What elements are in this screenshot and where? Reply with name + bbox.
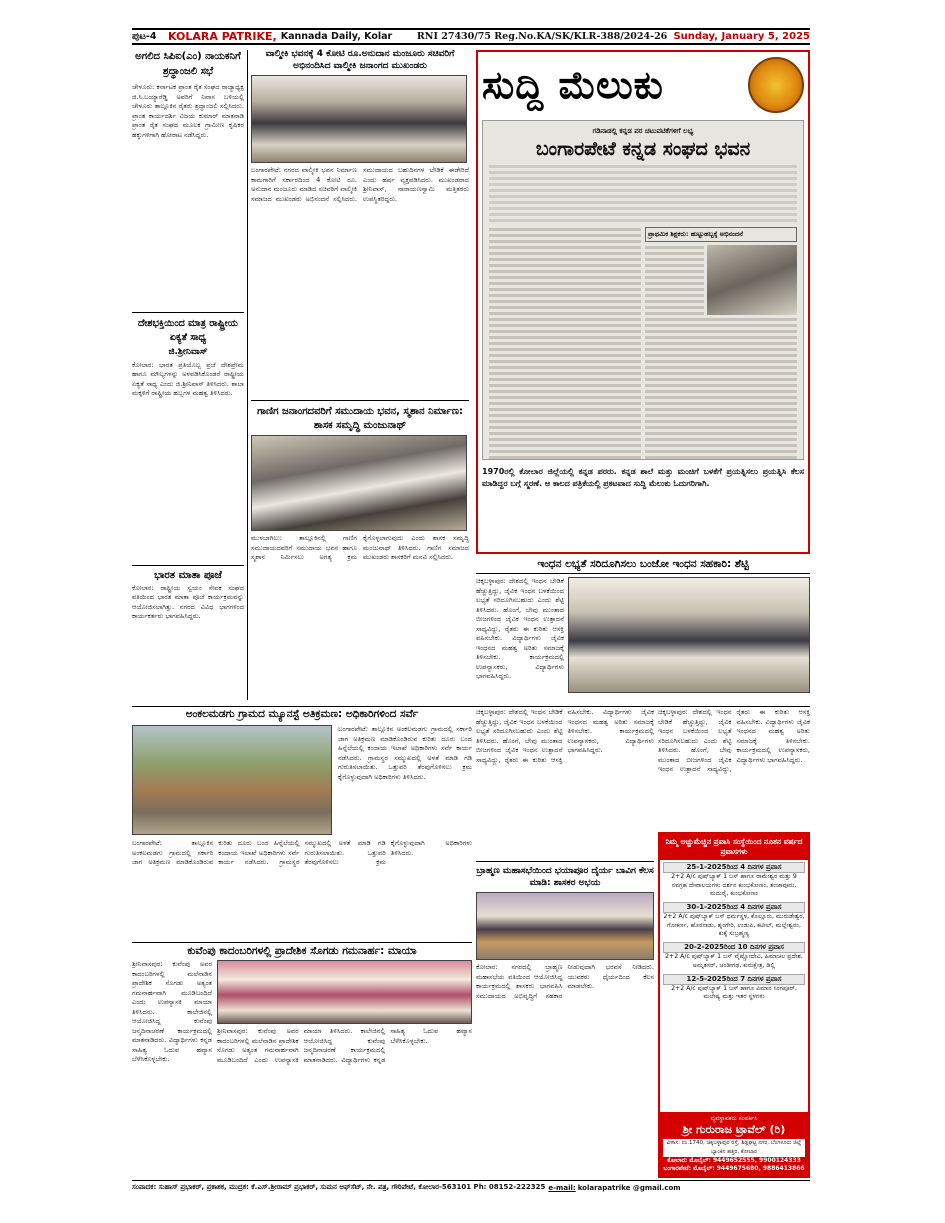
- travel-org-label: ವ್ಯವಸ್ಥಾಪಕರು ಸಂಪರ್ಕಿಸಿ: [710, 1115, 758, 1122]
- emblem-logo: [748, 57, 804, 113]
- middle-lower-body-top: ಚಿಕ್ಕಬಳ್ಳಾಪುರ: ದೇಶದಲ್ಲಿ ಇಂಧನ ಬೇಡಿಕೆ ಹೆಚ್ಚುತ್ತಿದ್ದು, ಜೈವಿಕ ಇಂಧನ ಬಳಕೆಯಿಂದ ಲಭ್ಯತೆ ಸರಿದೂಗಿಸಬಹುದು ಎಂದು ಶೆಟ್ಟಿ ತಿಳಿಸಿದರು. ಹೊಂಗೆ, ಬೇವು ಮುಂತಾದ ಬೀಜಗಳಿಂದ ಜೈವಿಕ ಇಂಧನ ಉತ್ಪಾದನೆ ಸಾಧ್ಯವಿದ್ದು, ರೈತರು ಈ ಕುರಿತು ಆಸಕ್ತಿ ವಹಿಸಬೇಕು. ವಿದ್ಯಾರ್ಥಿಗಳು ಜೈವಿಕ ಇಂಧನದ ಮಹತ್ವ ಅರಿತು ಸಮಾಜಕ್ಕೆ ತಿಳಿಸಬೇಕು. ಕಾರ್ಯಕ್ರಮದಲ್ಲಿ ಉಪನ್ಯಾಸಕರು, ವಿದ್ಯಾರ್ಥಿಗಳು ಭಾಗವಹಿಸಿದ್ದರು.: [476, 708, 654, 764]
- travel-date-1: 30-1-2025ರಿಂದ 4 ದಿನಗಳ ಪ್ರವಾಸ: [663, 902, 805, 913]
- kuvempu-story: [132, 942, 472, 1178]
- footer-imprint: ಸಂಪಾದಕ: ಸುಹಾಸ್ ಪ್ರಭಾಕರ್, ಪ್ರಕಾಶಕ, ಮುದ್ರಕ: ಕೆ.ಎಸ್.ಶ್ರೀರಾಮ್ ಪ್ರಭಾಕರ್, ಸುಮನ ಆಫ್‌ಸೆಟ್, ನೇ. ಪತ್ರ, ಗೌರಿಪೇಟೆ, ಕೋಲಾರ-563101 Ph: 08152-222325: [132, 1183, 546, 1191]
- clip-subhead: ಪ್ರಾಥಮಿಕ ಶಿಕ್ಷಕರು: ಹುಟ್ಟುಹಬ್ಬಕ್ಕೆ ಅಭಿನಂದನೆ: [645, 227, 797, 242]
- travel-date-0: 25-1-2025ರಿಂದ 4 ದಿನಗಳ ಪ್ರವಾಸ: [663, 862, 805, 873]
- ankalamadagu-story: [132, 708, 472, 938]
- story1-title: ಅಗಲಿದ ಸಿಪಿಐ(ಎಂ) ನಾಯಕನಿಗೆ ಶ್ರದ್ಧಾಂಜಲಿ ಸಭೆ: [135, 51, 241, 77]
- travel-ad-row-1: [660, 900, 808, 940]
- story2-title: ದೇಶಭಕ್ತಿಯಿಂದ ಮಾತ್ರ ರಾಷ್ಟ್ರೀಯ ಏಕ್ಯತೆ ಸಾಧ್ಯ: [138, 318, 238, 343]
- travel-detail-0: 2+2 A/c ಪುಷ್‌ಬ್ಯಾಕ್ 1 ಬಸ್ ಹಾಗೂ ರಾಮೇಶ್ವರ ಮತ್ತು 9 ನವಗ್ರಹ ದೇವಾಲಯಗಳು ದರ್ಶನ ಕುಂಭಕೋಣಂ, ತಂಜಾವೂರು, ಮದುರೈ, ಕುಂಭಕೋಣಂ: [671, 873, 797, 897]
- story3-title: ಭಾರತ ಮಾತಾ ಪೂಜೆ: [154, 569, 222, 581]
- story2-body: ಕೋಲಾರ: ಭಾರತ ಪ್ರತಿಯೊಬ್ಬ ಪ್ರಜೆ ದೇಶಪ್ರೇಮ ಹಾಗೂ ಮೌಲ್ಯಗಳನ್ನು ಅಳವಡಿಸಿಕೊಂಡರೆ ರಾಷ್ಟ್ರೀಯ ಏಕ್ಯತೆ ಸಾಧ್ಯ ಎಂದು ಜಿ.ಶ್ರೀನಿವಾಸ್ ತಿಳಿಸಿದರು. ಶಾಲಾ ಮಕ್ಕಳಿಗೆ ರಾಷ್ಟ್ರೀಯ ಹಬ್ಬಗಳ ಮಹತ್ವ ತಿಳಿಸಿದರು.: [132, 360, 244, 398]
- col1: [132, 50, 244, 705]
- footer: [132, 1180, 810, 1194]
- page-number: ಪುಟ-4: [132, 31, 157, 42]
- travel-branch: ಬ್ಯಾಂಕಿನ ಹತ್ತಿರ, ಕೋಲಾರ: [663, 1148, 805, 1157]
- paper-name: KOLARA PATRIKE,: [168, 30, 277, 43]
- issue-date: Sunday, January 5, 2025: [673, 31, 810, 42]
- travel-detail-3: 2+2 A/c ಪುಷ್‌ಬ್ಯಾಕ್ 1 ಬಸ್ ಹಾಗೂ ವಿಮಾನ ಸಿಂಗಪೂರ್, ಮಲೇಷ್ಯ ಮತ್ತು ಇತರ ಸ್ಥಳಗಳು: [671, 985, 797, 1001]
- travel-org-block: [660, 1112, 808, 1176]
- clip-headline: ಬಂಗಾರಪೇಟೆ ಕನ್ನಡ ಸಂಘದ ಭವನ: [535, 138, 751, 160]
- brahmin-body: ಕೋಲಾರ: ನಗರದಲ್ಲಿ ಬ್ರಾಹ್ಮಣ ಮಹಾಸಭೆಯ ವತಿಯಿಂದ ಆಯೋಜಿಸಿದ್ದ ಕಾರ್ಯಕ್ರಮದಲ್ಲಿ ಶಾಸಕರು ಭಾಗವಹಿಸಿ ಸಮುದಾಯದ ಅಭಿವೃದ್ಧಿಗೆ ಸಹಕಾರ ನೀಡುವುದಾಗಿ ಭರವಸೆ ನೀಡಿದರು. ಯುವಕರು ಧೈರ್ಯದಿಂದ ಕೆಲಸ ಮಾಡಬೇಕು.: [476, 963, 654, 1000]
- right-lower-body: ಚಿಕ್ಕಬಳ್ಳಾಪುರ: ದೇಶದಲ್ಲಿ ಇಂಧನ ಬೇಡಿಕೆ ಹೆಚ್ಚುತ್ತಿದ್ದು, ಜೈವಿಕ ಇಂಧನ ಬಳಕೆಯಿಂದ ಲಭ್ಯತೆ ಸರಿದೂಗಿಸಬಹುದು ಎಂದು ಶೆಟ್ಟಿ ತಿಳಿಸಿದರು. ಹೊಂಗೆ, ಬೇವು ಮುಂತಾದ ಬೀಜಗಳಿಂದ ಜೈವಿಕ ಇಂಧನ ಉತ್ಪಾದನೆ ಸಾಧ್ಯವಿದ್ದು, ರೈತರು ಈ ಕುರಿತು ಆಸಕ್ತಿ ವಹಿಸಬೇಕು. ವಿದ್ಯಾರ್ಥಿಗಳು ಜೈವಿಕ ಇಂಧನದ ಮಹತ್ವ ಅರಿತು ಸಮಾಜಕ್ಕೆ ತಿಳಿಸಬೇಕು. ಕಾರ್ಯಕ್ರಮದಲ್ಲಿ ಉಪನ್ಯಾಸಕರು, ವಿದ್ಯಾರ್ಥಿಗಳು ಭಾಗವಹಿಸಿದ್ದರು.: [658, 708, 810, 774]
- travel-address: ವಿಳಾಸ: ನಂ.1740, ಚಿಕ್ಕಬಳ್ಳಾಪುರ ರಸ್ತೆ, ಶಿಡ್ಲಘಟ್ಟ ನಗರ, ಬೆಂಗಳೂರು ಜಿಲ್ಲೆ: [663, 1139, 805, 1148]
- kuvempu-photo: [217, 960, 472, 1024]
- travel-date-2: 20-2-2025ರಿಂದ 10 ದಿನಗಳ ಪ್ರವಾಸ: [663, 942, 805, 953]
- energy-title: ಇಂಧನ ಲಭ್ಯತೆ ಸರಿದೂಗಿಸಲು ಬಂಜೋ ಇಂಧನ ಸಹಕಾರಿ: ಶೆಟ್ಟಿ: [476, 558, 810, 574]
- suddi-meluku-title: ಸುದ್ದಿ ಮೆಲುಕು: [482, 62, 664, 107]
- travel-detail-2: 2+2 A/c ಪುಷ್‌ಬ್ಯಾಕ್ 1 ಬಸ್ ವೈಷ್ಣೋದೇವಿ, ಹಿಮಾಚಲ ಪ್ರದೇಶ, ಅಮೃತಸರ್, ಚಂಡೀಗಢ, ಕುರುಕ್ಷೇತ್ರ, ಡಿಲ್ಲಿ: [665, 953, 803, 969]
- travel-ad: [658, 832, 810, 1178]
- travel-detail-1: 2+2 A/c ಪುಷ್‌ಬ್ಯಾಕ್ ಬಸ್ ಧರ್ಮಸ್ಥಳ, ಕೊಲ್ಲೂರು, ಮುರುಡೇಶ್ವರ, ಗೋಕರ್ಣ, ಹೊರನಾಡು, ಶೃಂಗೇರಿ, ಉಡುಪಿ, ಕಟೀಲ್, ಮಲ್ಲೇಶ್ವರಂ, ಕುಕ್ಕೆ ಸುಬ್ರಹ್ಮಣ್ಯ: [663, 913, 805, 938]
- footer-email[interactable]: kolarapatrike @gmail.com: [577, 1183, 681, 1192]
- masthead: [132, 28, 810, 45]
- column-divider: [247, 50, 248, 700]
- story1-body: ಚೇಳೂರು: ಕರ್ನಾಟಕ ಪ್ರಾಂತ ರೈತ ಸಂಘದ ರಾಜ್ಯಾಧ್ಯಕ್ಷ ಜಿ.ಸಿ.ಬಯ್ಯಾರೆಡ್ಡಿ ಅವರಿಗೆ ನಿವಾಸ ಬಳಿಯಲ್ಲಿ ಚೇಳೂರು ತಾಲ್ಲೂಕಿನ ರೈತರು ಶ್ರದ್ಧಾಂಜಲಿ ಸಲ್ಲಿಸಿದರು. ಪ್ರಾಂತ ಕಾರ್ಯದರ್ಶಿ ವಿಜಯ ಕುಮಾರ್ ಮಾತನಾಡಿ ಪ್ರಾಂತ ರೈತ ಸಂಘದ ಮೂಲಕ ಗ್ರಾಮೀಣ ಕೃಷಿಕರ ಹಕ್ಕುಗಳಿಗಾಗಿ ಹೋರಾಟ ನಡೆಸಿದ್ದರು.: [132, 83, 244, 139]
- travel-org-name: ಶ್ರೀ ಗುರುರಾಜ ಟ್ರಾವೆಲ್ (ರಿ): [682, 1123, 786, 1136]
- middle-lower: [476, 708, 654, 1178]
- energy-body-left: ಚಿಕ್ಕಬಳ್ಳಾಪುರ: ದೇಶದಲ್ಲಿ ಇಂಧನ ಬೇಡಿಕೆ ಹೆಚ್ಚುತ್ತಿದ್ದು, ಜೈವಿಕ ಇಂಧನ ಬಳಕೆಯಿಂದ ಲಭ್ಯತೆ ಸರಿದೂಗಿಸಬಹುದು ಎಂದು ಶೆಟ್ಟಿ ತಿಳಿಸಿದರು. ಹೊಂಗೆ, ಬೇವು ಮುಂತಾದ ಬೀಜಗಳಿಂದ ಜೈವಿಕ ಇಂಧನ ಉತ್ಪಾದನೆ ಸಾಧ್ಯವಿದ್ದು, ರೈತರು ಈ ಕುರಿತು ಆಸಕ್ತಿ ವಹಿಸಬೇಕು. ವಿದ್ಯಾರ್ಥಿಗಳು ಜೈವಿಕ ಇಂಧನದ ಮಹತ್ವ ಅರಿತು ಸಮಾಜಕ್ಕೆ ತಿಳಿಸಬೇಕು. ಕಾರ್ಯಕ್ರಮದಲ್ಲಿ ಉಪನ್ಯಾಸಕರು, ವಿದ್ಯಾರ್ಥಿಗಳು ಭಾಗವಹಿಸಿದ್ದರು.: [476, 577, 564, 681]
- energy-story: [476, 558, 810, 706]
- travel-phone-2: ಬಂಗಾರಪೇಟೆ: ಮೊಬೈಲ್: 9449675680, 9886413866: [663, 1165, 805, 1172]
- kuvempu-body: ಶ್ರೀನಿವಾಸಪುರ: ಕುವೆಂಪು ಅವರ ಕಾದಂಬರಿಗಳಲ್ಲಿ ಮಲೆನಾಡಿನ ಪ್ರಾದೇಶಿಕ ಸೊಗಡು ಅತ್ಯಂತ ಗಮನಾರ್ಹವಾಗಿ ಮೂಡಿಬಂದಿದೆ ಎಂದು ಉಪನ್ಯಾಸಕಿ ಮಾಯಾ ತಿಳಿಸಿದರು. ಕಾಲೇಜಿನಲ್ಲಿ ಆಯೋಜಿಸಿದ್ದ ಕುವೆಂಪು ಜನ್ಮದಿನಾಚರಣೆ ಕಾರ್ಯಕ್ರಮದಲ್ಲಿ ಮಾತನಾಡಿದರು. ವಿದ್ಯಾರ್ಥಿಗಳು ಕನ್ನಡ ಸಾಹಿತ್ಯ ಓದುವ ಹವ್ಯಾಸ ಬೆಳೆಸಿಕೊಳ್ಳಬೇಕು.: [217, 1027, 472, 1064]
- col2-story1-body: ಬಂಗಾರಪೇಟೆ: ನಗರದ ವಾಲ್ಮೀಕಿ ಭವನ ನಿರ್ಮಾಣ ಕಾಮಗಾರಿಗೆ ಸರ್ಕಾರದಿಂದ 4 ಕೋಟಿ ರೂ. ಅನುದಾನ ಮಂಜೂರು ಮಾಡಿದ ಸಚಿವರಿಗೆ ವಾಲ್ಮೀಕಿ ಸಮಾಜದ ಮುಖಂಡರು ಅಭಿನಂದನೆ ಸಲ್ಲಿಸಿದರು. ಸಮುದಾಯದ ಬಹುದಿನಗಳ ಬೇಡಿಕೆ ಈಡೇರಿದೆ ಎಂದು ಹರ್ಷ ವ್ಯಕ್ತಪಡಿಸಿದರು. ಮುಖಂಡರಾದ ಶ್ರೀನಿವಾಸ್, ನಾರಾಯಣಸ್ವಾಮಿ ಮತ್ತಿತರರು ಉಪಸ್ಥಿತರಿದ್ದರು.: [251, 166, 469, 203]
- brahmin-photo: [476, 892, 654, 960]
- footer-email-label: e-mail:: [548, 1183, 576, 1192]
- suddi-meluku-box: [476, 50, 810, 554]
- energy-photo: [568, 577, 810, 693]
- travel-ad-row-2: [660, 940, 808, 972]
- ganiga-photo: [251, 435, 467, 531]
- col2-story1-title: ವಾಲ್ಮೀಕಿ ಭವನಕ್ಕೆ 4 ಕೋಟಿ ರೂ.ಅನುದಾನ ಮಂಜೂರು ಸಚಿವರಿಗೆ ಅಭಿನಂದಿಸಿದ ವಾಲ್ಮೀಕಿ ಜನಾಂಗದ ಮುಖಂಡರು: [265, 49, 455, 72]
- paper-tagline: Kannada Daily, Kolar: [280, 31, 393, 42]
- kuvempu-title: ಕುವೆಂಪು ಕಾದಂಬರಿಗಳಲ್ಲಿ ಪ್ರಾದೇಶಿಕ ಸೊಗಡು ಗಮನಾರ್ಹ: ಮಾಯಾ: [187, 945, 417, 957]
- story2-byline: ಜಿ.ಶ್ರೀನಿವಾಸ್: [168, 346, 208, 357]
- brahmin-title: ಬ್ರಾಹ್ಮಣ ಮಹಾಸಭೆಯಿಂದ ಭಯಾಪೂರ ದೈರ್ಯ ಬಾವಿಗ ಕೆಲಸ ಮಾಡಿ: ಶಾಸಕರ ಅಭಯ: [476, 866, 654, 889]
- registration: RNI 27430/75 Reg.No.KA/SK/KLR-388/2024-26: [416, 31, 668, 42]
- story3-body: ಕೋಲಾರ: ರಾಷ್ಟ್ರೀಯ ಸ್ವಯಂ ಸೇವಕ ಸಂಘದ ವತಿಯಿಂದ ಭಾರತ ಮಾತಾ ಪೂಜೆ ಕಾರ್ಯಕ್ರಮವನ್ನು ಆಯೋಜಿಸಲಾಗಿತ್ತು. ನಗರದ ವಿವಿಧ ಭಾಗಗಳಿಂದ ಕಾರ್ಯಕರ್ತರು ಭಾಗವಹಿಸಿದ್ದರು.: [132, 583, 244, 621]
- suddi-caption: 1970ರಲ್ಲಿ ಕೋಲಾರ ಜಿಲ್ಲೆಯಲ್ಲಿ ಕನ್ನಡ ಪರರು. ಕನ್ನಡ ಶಾಲೆ ಮತ್ತು ಮಂಚಿಗೆ ಬಳಕೆಗೆ ಪ್ರಯತ್ನಿಸಲು ಪ್ರಯತ್ನಿಸಿ ಕೆಲಸ ಮಾಡಿದ್ದರ ಬಗ್ಗೆ ಸ್ಮರಣೆ. ಆ ಕಾಲದ ಪತ್ರಿಕೆಯಲ್ಲಿ ಪ್ರಕಟವಾದ ಸುದ್ದಿ ಮೆಲುಕು ಓದುಗರಿಗಾಗಿ.: [482, 467, 804, 488]
- travel-ad-header: ನಿಮ್ಮ ಅಚ್ಚುಮೆಚ್ಚಿನ ಪ್ರವಾಸಿ ಸಂಸ್ಥೆಯಿಂದ ನೂತನ ವರ್ಷದ ಪ್ರವಾಸಗಳು: [660, 834, 808, 860]
- horizontal-divider: [132, 706, 810, 707]
- valmiki-photo: [251, 75, 467, 163]
- travel-date-3: 12-5-2025ರಿಂದ 7 ದಿನಗಳ ಪ್ರವಾಸ: [663, 974, 805, 985]
- travel-phone-1: ಕೋಲಾರ: ಮೊಬೈಲ್: 9449652555, 9900124333: [667, 1157, 801, 1164]
- newspaper-clipping: [482, 120, 804, 460]
- right-lower-text: [658, 708, 810, 828]
- ankalamadagu-title: ಅಂಕಲಮಡಗು ಗ್ರಾಮದ ಮ್ಯೂನಸ್ಟೆ ಅತಿಕ್ರಮಣ: ಅಧಿಕಾರಿಗಳಿಂದ ಸರ್ವೆ: [185, 708, 419, 720]
- ankalamadagu-body: ಬಂಗಾರಪೇಟೆ: ತಾಲ್ಲೂಕಿನ ಅಂಕಲಮಡಗು ಗ್ರಾಮದಲ್ಲಿ ಸರ್ಕಾರಿ ಜಾಗ ಅತಿಕ್ರಮಣ ಮಾಡಿಕೊಂಡಿರುವ ಕುರಿತು ದೂರು ಬಂದ ಹಿನ್ನೆಲೆಯಲ್ಲಿ ಕಂದಾಯ ಇಲಾಖೆ ಅಧಿಕಾರಿಗಳು ಸರ್ವೆ ಕಾರ್ಯ ನಡೆಸಿದರು. ಗ್ರಾಮಸ್ಥರ ಸಮ್ಮುಖದಲ್ಲಿ ಅಳತೆ ಮಾಡಿ ಗಡಿ ಗುರುತಿಸಲಾಯಿತು. ಒತ್ತುವರಿ ತೆರವುಗೊಳಿಸಲು ಕ್ರಮ ಕೈಗೊಳ್ಳುವುದಾಗಿ ಅಧಿಕಾರಿಗಳು ತಿಳಿಸಿದರು.: [132, 839, 472, 867]
- col2: [251, 48, 469, 708]
- travel-ad-row-0: [660, 860, 808, 900]
- travel-ad-row-3: [660, 972, 808, 1004]
- ankalamadagu-photo: [132, 725, 332, 835]
- clip-kicker: ಗಡಿನಾಡಲ್ಲಿ ಕನ್ನಡ ಪರ ಚಟುವಟಿಕೆಗಳಿಗೆ ಲಭ್ಯ: [592, 127, 694, 135]
- col2-story2-body: ಮುಳಬಾಗಿಲು: ತಾಲ್ಲೂಕಿನಲ್ಲಿ ಗಾಣಿಗ ಸಮುದಾಯದವರಿಗೆ ಸಮುದಾಯ ಭವನ ಹಾಗೂ ಸ್ಮಶಾನ ನಿರ್ಮಿಸಲು ಅಗತ್ಯ ಕ್ರಮ ಕೈಗೊಳ್ಳಲಾಗುವುದು ಎಂದು ಶಾಸಕ ಸಮೃದ್ಧಿ ಮಂಜುನಾಥ್ ತಿಳಿಸಿದರು. ಗಾಣಿಗ ಸಮಾಜದ ಮುಖಂಡರು ಶಾಸಕರಿಗೆ ಮನವಿ ಸಲ್ಲಿಸಿದರು.: [251, 534, 469, 562]
- col2-story2-title: ಗಾಣಿಗ ಜನಾಂಗದವರಿಗೆ ಸಮುದಾಯ ಭವನ, ಸ್ಮಶಾನ ನಿರ್ಮಾಣ: ಶಾಸಕ ಸಮೃದ್ಧಿ ಮಂಜುನಾಥ್: [257, 406, 463, 431]
- kuvempu-body-left: ಶ್ರೀನಿವಾಸಪುರ: ಕುವೆಂಪು ಅವರ ಕಾದಂಬರಿಗಳಲ್ಲಿ ಮಲೆನಾಡಿನ ಪ್ರಾದೇಶಿಕ ಸೊಗಡು ಅತ್ಯಂತ ಗಮನಾರ್ಹವಾಗಿ ಮೂಡಿಬಂದಿದೆ ಎಂದು ಉಪನ್ಯಾಸಕಿ ಮಾಯಾ ತಿಳಿಸಿದರು. ಕಾಲೇಜಿನಲ್ಲಿ ಆಯೋಜಿಸಿದ್ದ ಕುವೆಂಪು ಜನ್ಮದಿನಾಚರಣೆ ಕಾರ್ಯಕ್ರಮದಲ್ಲಿ ಮಾತನಾಡಿದರು. ವಿದ್ಯಾರ್ಥಿಗಳು ಕನ್ನಡ ಸಾಹಿತ್ಯ ಓದುವ ಹವ್ಯಾಸ ಬೆಳೆಸಿಕೊಳ್ಳಬೇಕು.: [132, 960, 212, 1064]
- ankalamadagu-body-top: ಬಂಗಾರಪೇಟೆ: ತಾಲ್ಲೂಕಿನ ಅಂಕಲಮಡಗು ಗ್ರಾಮದಲ್ಲಿ ಸರ್ಕಾರಿ ಜಾಗ ಅತಿಕ್ರಮಣ ಮಾಡಿಕೊಂಡಿರುವ ಕುರಿತು ದೂರು ಬಂದ ಹಿನ್ನೆಲೆಯಲ್ಲಿ ಕಂದಾಯ ಇಲಾಖೆ ಅಧಿಕಾರಿಗಳು ಸರ್ವೆ ಕಾರ್ಯ ನಡೆಸಿದರು. ಗ್ರಾಮಸ್ಥರ ಸಮ್ಮುಖದಲ್ಲಿ ಅಳತೆ ಮಾಡಿ ಗಡಿ ಗುರುತಿಸಲಾಯಿತು. ಒತ್ತುವರಿ ತೆರವುಗೊಳಿಸಲು ಕ್ರಮ ಕೈಗೊಳ್ಳುವುದಾಗಿ ಅಧಿಕಾರಿಗಳು ತಿಳಿಸಿದರು.: [338, 725, 472, 781]
